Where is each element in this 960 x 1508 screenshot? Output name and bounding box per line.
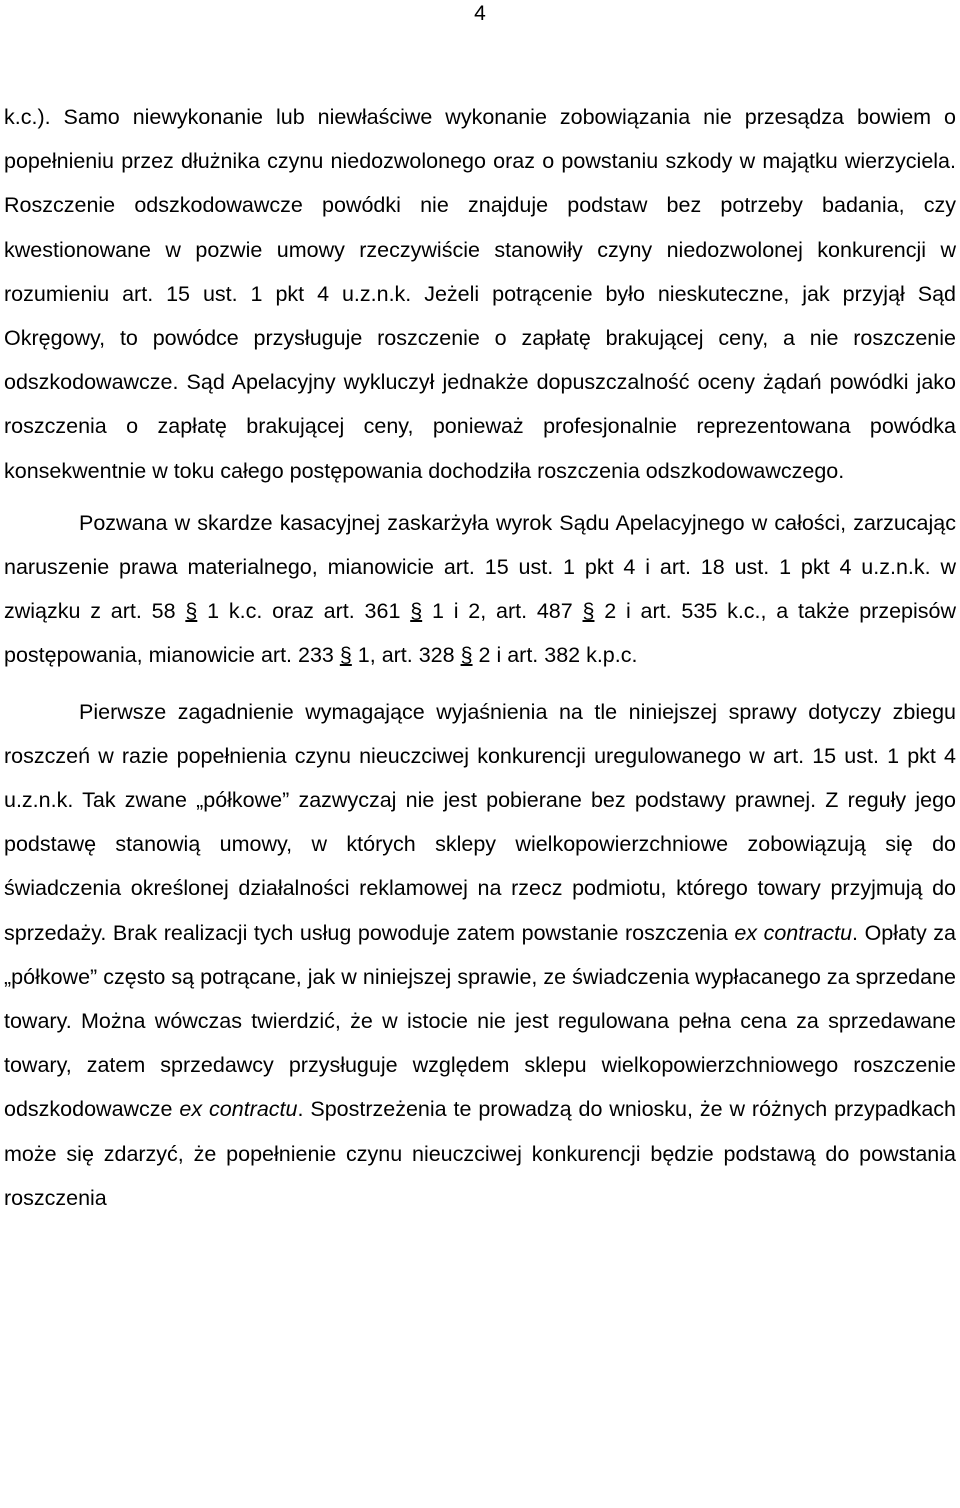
paragraph-cassation-complaint bbox=[4, 501, 956, 678]
section-sign: § bbox=[582, 599, 595, 624]
analysis-text-2: . Opłaty za „półkowe” często są potrącane, jak w niniejszej sprawie, ze świadczenia wypłacanego za sprzedane towary. Można wówczas twierdzić, że w istocie nie jest regulowana pełna cena za sprzedawane towary, zatem sprzedawcy przysługuje względem sklepu wielkopowierzchniowego roszczenie odszkodowawcze bbox=[4, 920, 956, 1122]
cassation-text-5: 1, art. 328 bbox=[351, 643, 461, 668]
paragraph-supreme-court-analysis bbox=[4, 690, 956, 1220]
cassation-text-3: 1 i 2, art. 487 bbox=[422, 599, 583, 624]
cassation-text-1: Pozwana w skardze kasacyjnej zaskarżyła wyrok Sądu Apelacyjnego w całości, zarzucając naruszenie prawa materialnego, mianowicie art. 15 ust. 1 pkt 4 i art. 18 ust. 1 pkt 4 u.z.n.k. w związku z art. 58 bbox=[4, 510, 956, 624]
section-sign: § bbox=[460, 643, 473, 668]
cassation-text-4: 2 i art. 535 k.c., a także przepisów postępowania, mianowicie art. 233 bbox=[4, 599, 956, 668]
analysis-text-1: Pierwsze zagadnienie wymagające wyjaśnienia na tle niniejszej sprawy dotyczy zbiegu roszczeń w razie popełnienia czynu nieuczciwej konkurencji uregulowanego w art. 15 ust. 1 pkt 4 u.z.n.k. Tak zwane „półkowe” zazwyczaj nie jest pobierane bez podstawy prawnej. Z reguły jego podstawę stanowią umowy, w których sklepy wielkopowierzchniowe zobowiązują się do świadczenia określonej działalności reklamowej na rzecz podmiotu, którego towary przyjmują do sprzedaży. Brak realizacji tych usług powoduje zatem powstanie roszczenia bbox=[4, 699, 956, 945]
section-sign: § bbox=[410, 599, 423, 624]
cassation-text-2: 1 k.c. oraz art. 361 bbox=[197, 599, 411, 624]
page-number: 4 bbox=[474, 2, 486, 25]
paragraph-court-of-appeal-reasoning: k.c.). Samo niewykonanie lub niewłaściwe wykonanie zobowiązania nie przesądza bowiem o popełnieniu przez dłużnika czynu niedozwolonego oraz o powstaniu szkody w majątku wierzyciela. Roszczenie odszkodowawcze powódki nie znajduje podstaw bez potrzeby badania, czy kwestionowane w pozwie umowy rzeczywiście stanowiły czyny niedozwolonej konkurencji w rozumieniu art. 15 ust. 1 pkt 4 u.z.n.k. Jeżeli potrącenie było nieskuteczne, jak przyjął Sąd Okręgowy, to powódce przysługuje roszczenie o zapłatę brakującej ceny, a nie roszczenie odszkodowawcze. Sąd Apelacyjny wykluczył jednakże dopuszczalność oceny żądań powódki jako roszczenia o zapłatę brakującej ceny, ponieważ profesjonalnie reprezentowana powódka konsekwentnie w toku całego postępowania dochodziła roszczenia odszkodowawczego. bbox=[4, 105, 956, 483]
section-sign: § bbox=[185, 599, 198, 624]
section-sign: § bbox=[339, 643, 352, 668]
latin-term-ex-contractu: ex contractu bbox=[734, 920, 853, 945]
analysis-text-3: . Spostrzeżenia te prowadzą do wniosku, że w różnych przypadkach może się zdarzyć, że popełnienie czynu nieuczciwej konkurencji będzie podstawą do powstania roszczenia bbox=[4, 1097, 956, 1210]
cassation-text-6: 2 i art. 382 k.p.c. bbox=[472, 643, 638, 668]
document-body bbox=[4, 95, 956, 1220]
latin-term-ex-contractu: ex contractu bbox=[179, 1097, 298, 1122]
